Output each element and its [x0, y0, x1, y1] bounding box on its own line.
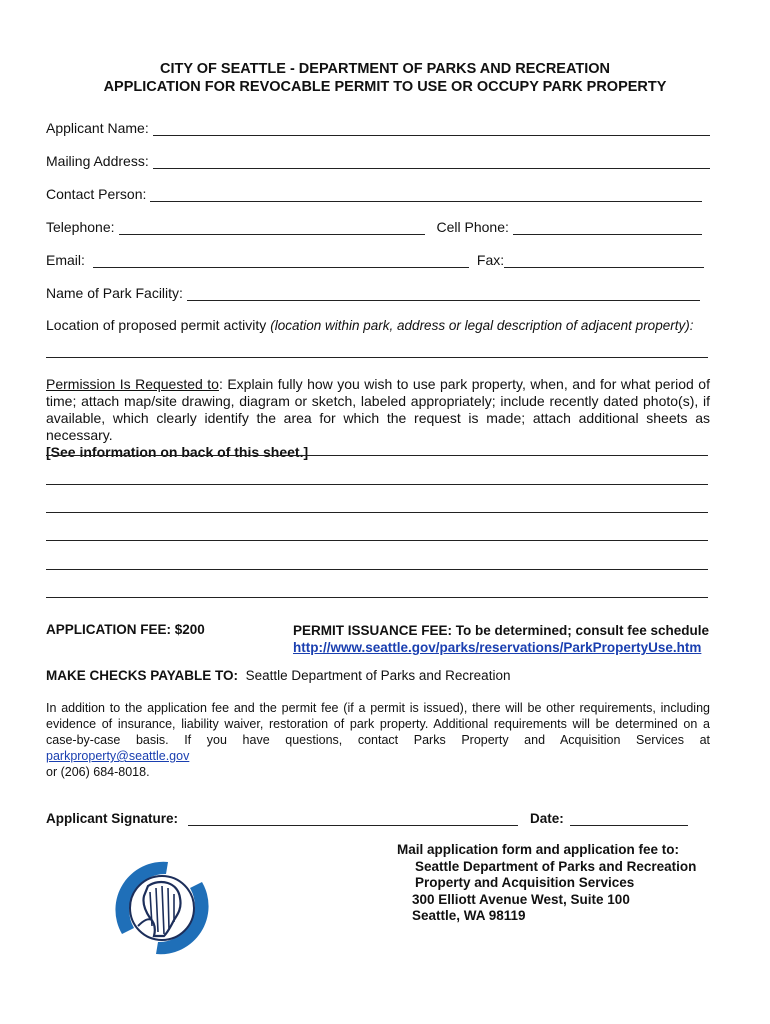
telephone-row [46, 217, 702, 235]
permission-line-2[interactable] [46, 484, 708, 485]
requirements-info [46, 700, 710, 780]
checks-payee: Seattle Department of Parks and Recreation [245, 668, 511, 683]
location-field[interactable] [46, 357, 708, 358]
cell-phone-label: Cell Phone: [436, 219, 509, 235]
issuance-fee-block [293, 622, 709, 656]
contact-person-label: Contact Person: [46, 186, 147, 202]
mailing-address-row [46, 151, 710, 169]
fee-schedule-link[interactable]: http://www.seattle.gov/parks/reservations/ParkPropertyUse.htm [293, 640, 702, 655]
permission-section [46, 376, 710, 461]
mailing-address-field[interactable] [153, 154, 710, 169]
fax-label: Fax: [476, 252, 505, 268]
park-facility-row [46, 283, 700, 301]
permission-line-3[interactable] [46, 512, 708, 513]
header-department: CITY OF SEATTLE - DEPARTMENT OF PARKS AND RECREATION [159, 61, 611, 77]
telephone-label: Telephone: [46, 219, 115, 235]
telephone-field[interactable] [119, 220, 425, 235]
contact-phone: or (206) 684-8018. [46, 765, 150, 779]
checks-label: MAKE CHECKS PAYABLE TO: [46, 668, 239, 683]
contact-person-field[interactable] [150, 187, 702, 202]
date-field[interactable] [570, 811, 688, 826]
park-facility-field[interactable] [187, 286, 700, 301]
mail-line-1: Seattle Department of Parks and Recreation [415, 858, 697, 874]
mail-line-4: Seattle, WA 98119 [412, 908, 526, 923]
signature-field[interactable] [188, 811, 518, 826]
permission-line-1[interactable] [46, 455, 708, 456]
mail-line-2: Property and Acquisition Services [415, 875, 635, 890]
permission-line-4[interactable] [46, 540, 708, 541]
permission-line-5[interactable] [46, 569, 708, 570]
applicant-name-label: Applicant Name: [46, 120, 149, 136]
location-label: Location of proposed permit activity [46, 317, 267, 333]
contact-email-link[interactable]: parkproperty@seattle.gov [46, 749, 190, 763]
signature-row [46, 808, 710, 826]
mail-line-3: 300 Elliott Avenue West, Suite 100 [412, 891, 630, 907]
applicant-name-row [46, 118, 710, 136]
contact-person-row [46, 184, 702, 202]
issuance-fee: PERMIT ISSUANCE FEE: To be determined; consult fee schedule [293, 623, 710, 638]
mail-heading: Mail application form and application fee to: [397, 842, 680, 857]
fax-field[interactable] [504, 253, 704, 268]
park-facility-label: Name of Park Facility: [46, 285, 183, 301]
city-of-seattle-logo-icon [108, 856, 216, 960]
applicant-name-field[interactable] [153, 121, 710, 136]
date-label: Date: [530, 811, 564, 826]
cell-phone-field[interactable] [513, 220, 702, 235]
email-field[interactable] [93, 253, 469, 268]
permission-note: [See information on back of this sheet.] [46, 444, 309, 460]
permission-line-6[interactable] [46, 597, 708, 598]
mailing-instructions [397, 842, 696, 925]
signature-label: Applicant Signature: [46, 811, 179, 826]
checks-payable [46, 668, 510, 683]
mailing-address-label: Mailing Address: [46, 153, 149, 169]
location-row [46, 315, 710, 333]
permission-heading: Permission Is Requested to [46, 376, 219, 392]
header-form-title: APPLICATION FOR REVOCABLE PERMIT TO USE OR OCCUPY PARK PROPERTY [103, 79, 667, 95]
requirements-text: In addition to the application fee and the permit fee (if a permit is issued), there will be other requirements, including evidence of insurance, liability waiver, restoration of park property. Additional requirements will be determined on a case-by-case basis. If you have questions, contact Parks Property and Acquisition Services at [46, 701, 710, 747]
location-hint: (location within park, address or legal description of adjacent property): [270, 318, 694, 333]
email-label: Email: [46, 252, 85, 268]
email-row [46, 250, 704, 268]
permission-body: : Explain fully how you wish to use park property, when, and for what period of time; attach map/site drawing, diagram or sketch, labeled appropriately; include recently dated photo(s), if available, which clearly identify the area for which the request is made; attach additional sheets as necessary. [46, 376, 710, 443]
application-fee: APPLICATION FEE: $200 [46, 622, 205, 637]
